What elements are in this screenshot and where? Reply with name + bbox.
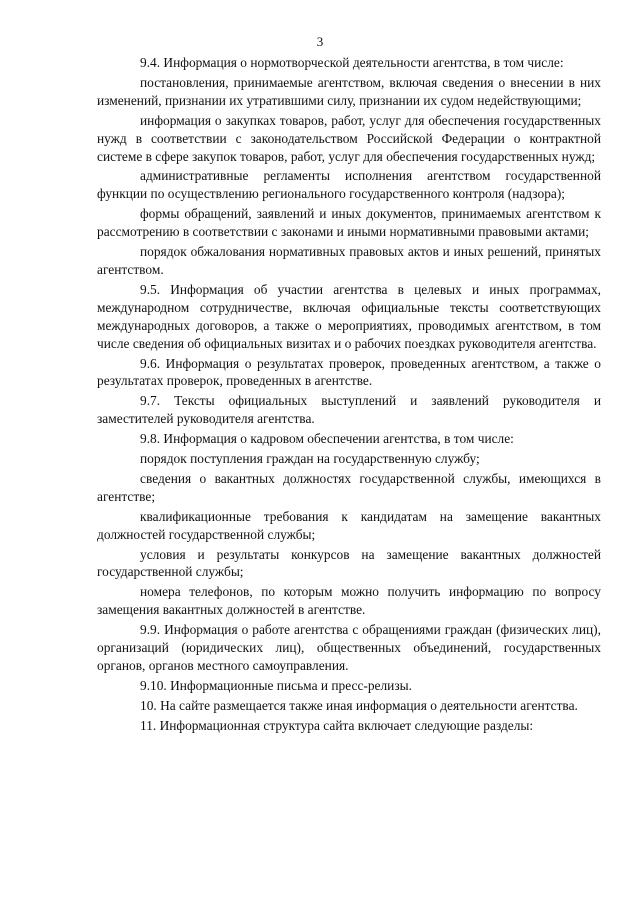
paragraph-9-5: 9.5. Информация об участии агентства в целевых и иных программах, международном сотрудничестве, включая официальные тексты соответствующих международных договоров, а также о мероприятиях, проводимых агентством, в том числе сведения об официальных визитах и о рабочих поездках руководителя агентства. (97, 281, 601, 351)
paragraph-9-8: 9.8. Информация о кадровом обеспечении агентства, в том числе: (140, 431, 514, 447)
paragraph-11: 11. Информационная структура сайта включает следующие разделы: (140, 717, 534, 733)
list-item-procurement: информация о закупках товаров, работ, услуг для обеспечения государственных нужд в соответствии с законодательством Российской Федерации о контрактной системе в сфере закупок товаров, работ, услуг для обеспечения государственных нужд; (97, 112, 601, 164)
list-item-admission: порядок поступления граждан на государственную службу; (140, 451, 480, 467)
list-item-phones: номера телефонов, по которым можно получить информацию по вопросу замещения вакантных должностей в агентстве. (97, 584, 601, 618)
list-item-regulations: административные регламенты исполнения агентством государственной функции по осуществлению регионального государственного контроля (надзора); (97, 168, 601, 202)
document-body (97, 54, 601, 737)
list-item-appeal-procedure: порядок обжалования нормативных правовых актов и иных решений, принятых агентством. (97, 244, 601, 277)
page-number: 3 (316, 34, 324, 49)
paragraph-9-10: 9.10. Информационные письма и пресс-релизы. (140, 677, 412, 693)
paragraph-9-4: 9.4. Информация о нормотворческой деятельности агентства, в том числе: (140, 55, 564, 70)
list-item-resolutions: постановления, принимаемые агентством, включая сведения о внесении в них изменений, признании их утратившими силу, признании их судом недействующими; (97, 74, 601, 108)
list-item-vacancies: сведения о вакантных должностях государственной службы, имеющихся в агентстве; (97, 470, 601, 504)
paragraph-9-7: 9.7. Тексты официальных выступлений и заявлений руководителя и заместителей руководителя агентства. (97, 393, 601, 427)
list-item-forms: формы обращений, заявлений и иных документов, принимаемых агентством к рассмотрению в соответствии с законами и иными нормативными правовыми актами; (97, 206, 601, 240)
paragraph-9-6: 9.6. Информация о результатах проверок, проведенных агентством, а также о результатах проверок, проведенных в агентстве. (97, 355, 601, 389)
list-item-qualifications: квалификационные требования к кандидатам на замещение вакантных должностей государственной службы; (97, 508, 601, 542)
paragraph-10: 10. На сайте размещается также иная информация о деятельности агентства. (140, 697, 578, 713)
list-item-competitions: условия и результаты конкурсов на замещение вакантных должностей государственной службы; (97, 546, 601, 580)
paragraph-9-9: 9.9. Информация о работе агентства с обращениями граждан (физических лиц), организаций (юридических лиц), общественных объединений, государственных органов, органов местного самоуправления. (97, 622, 601, 673)
